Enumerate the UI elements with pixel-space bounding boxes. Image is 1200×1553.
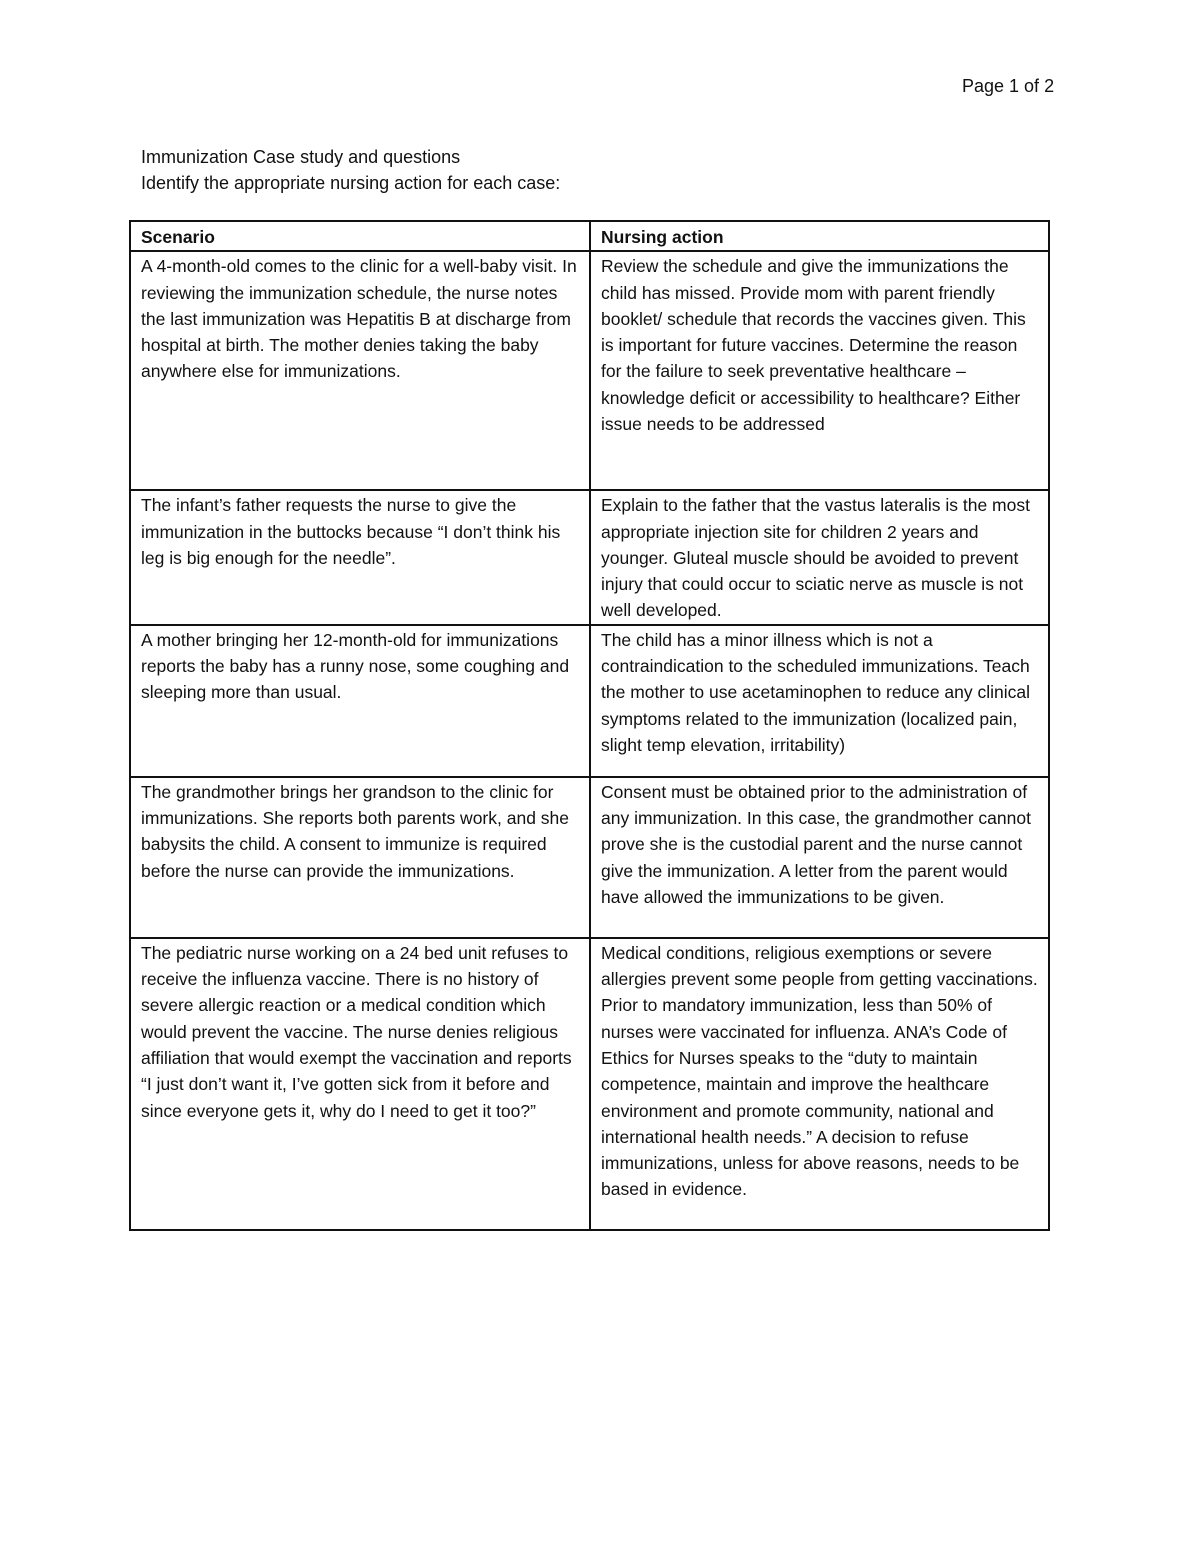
table-row: [130, 938, 1049, 1230]
page-number: Page 1 of 2: [962, 76, 1055, 96]
scenario-cell: The infant’s father requests the nurse to give the immunization in the buttocks because “I don’t think his leg is big enough for the needle”.: [130, 490, 590, 624]
nursing-action-cell: Review the schedule and give the immunizations the child has missed. Provide mom with parent friendly booklet/ schedule that records the vaccines given. This is important for future vaccines. Determine the reason for the failure to seek preventative healthcare – knowledge deficit or accessibility to healthcare? Either issue needs to be addressed: [590, 251, 1049, 490]
table-header-row: [130, 221, 1049, 251]
scenario-cell: A mother bringing her 12-month-old for immunizations reports the baby has a runny nose, some coughing and sleeping more than usual.: [130, 625, 590, 777]
table-row: [130, 625, 1049, 777]
scenario-cell: A 4-month-old comes to the clinic for a well-baby visit. In reviewing the immunization schedule, the nurse notes the last immunization was Hepatitis B at discharge from hospital at birth. The mother denies taking the baby anywhere else for immunizations.: [130, 251, 590, 490]
case-study-table: [129, 220, 1050, 1231]
nursing-action-cell: Medical conditions, religious exemptions or severe allergies prevent some people from getting vaccinations. Prior to mandatory immunization, less than 50% of nurses were vaccinated for influenza. ANA’s Code of Ethics for Nurses speaks to the “duty to maintain competence, maintain and improve the healthcare environment and promote community, national and international health needs.” A decision to refuse immunizations, unless for above reasons, needs to be based in evidence.: [590, 938, 1049, 1230]
table-row: [130, 777, 1049, 938]
table-row: [130, 490, 1049, 624]
header-scenario: Scenario: [130, 221, 590, 251]
nursing-action-cell: Explain to the father that the vastus lateralis is the most appropriate injection site for children 2 years and younger. Gluteal muscle should be avoided to prevent injury that could occur to sciatic nerve as muscle is not well developed.: [590, 490, 1049, 624]
scenario-cell: The pediatric nurse working on a 24 bed unit refuses to receive the influenza vaccine. There is no history of severe allergic reaction or a medical condition which would prevent the vaccine. The nurse denies religious affiliation that would exempt the vaccination and reports “I just don’t want it, I’ve gotten sick from it before and since everyone gets it, why do I need to get it too?”: [130, 938, 590, 1230]
document-instruction: Identify the appropriate nursing action for each case:: [141, 173, 561, 193]
nursing-action-cell: The child has a minor illness which is not a contraindication to the scheduled immunizations. Teach the mother to use acetaminophen to reduce any clinical symptoms related to the immunization (localized pain, slight temp elevation, irritability): [590, 625, 1049, 777]
nursing-action-cell: Consent must be obtained prior to the administration of any immunization. In this case, the grandmother cannot prove she is the custodial parent and the nurse cannot give the immunization. A letter from the parent would have allowed the immunizations to be given.: [590, 777, 1049, 938]
header-nursing-action: Nursing action: [590, 221, 1049, 251]
document-title: Immunization Case study and questions: [141, 147, 461, 167]
scenario-cell: The grandmother brings her grandson to the clinic for immunizations. She reports both parents work, and she babysits the child. A consent to immunize is required before the nurse can provide the immunizations.: [130, 777, 590, 938]
table-row: [130, 251, 1049, 490]
